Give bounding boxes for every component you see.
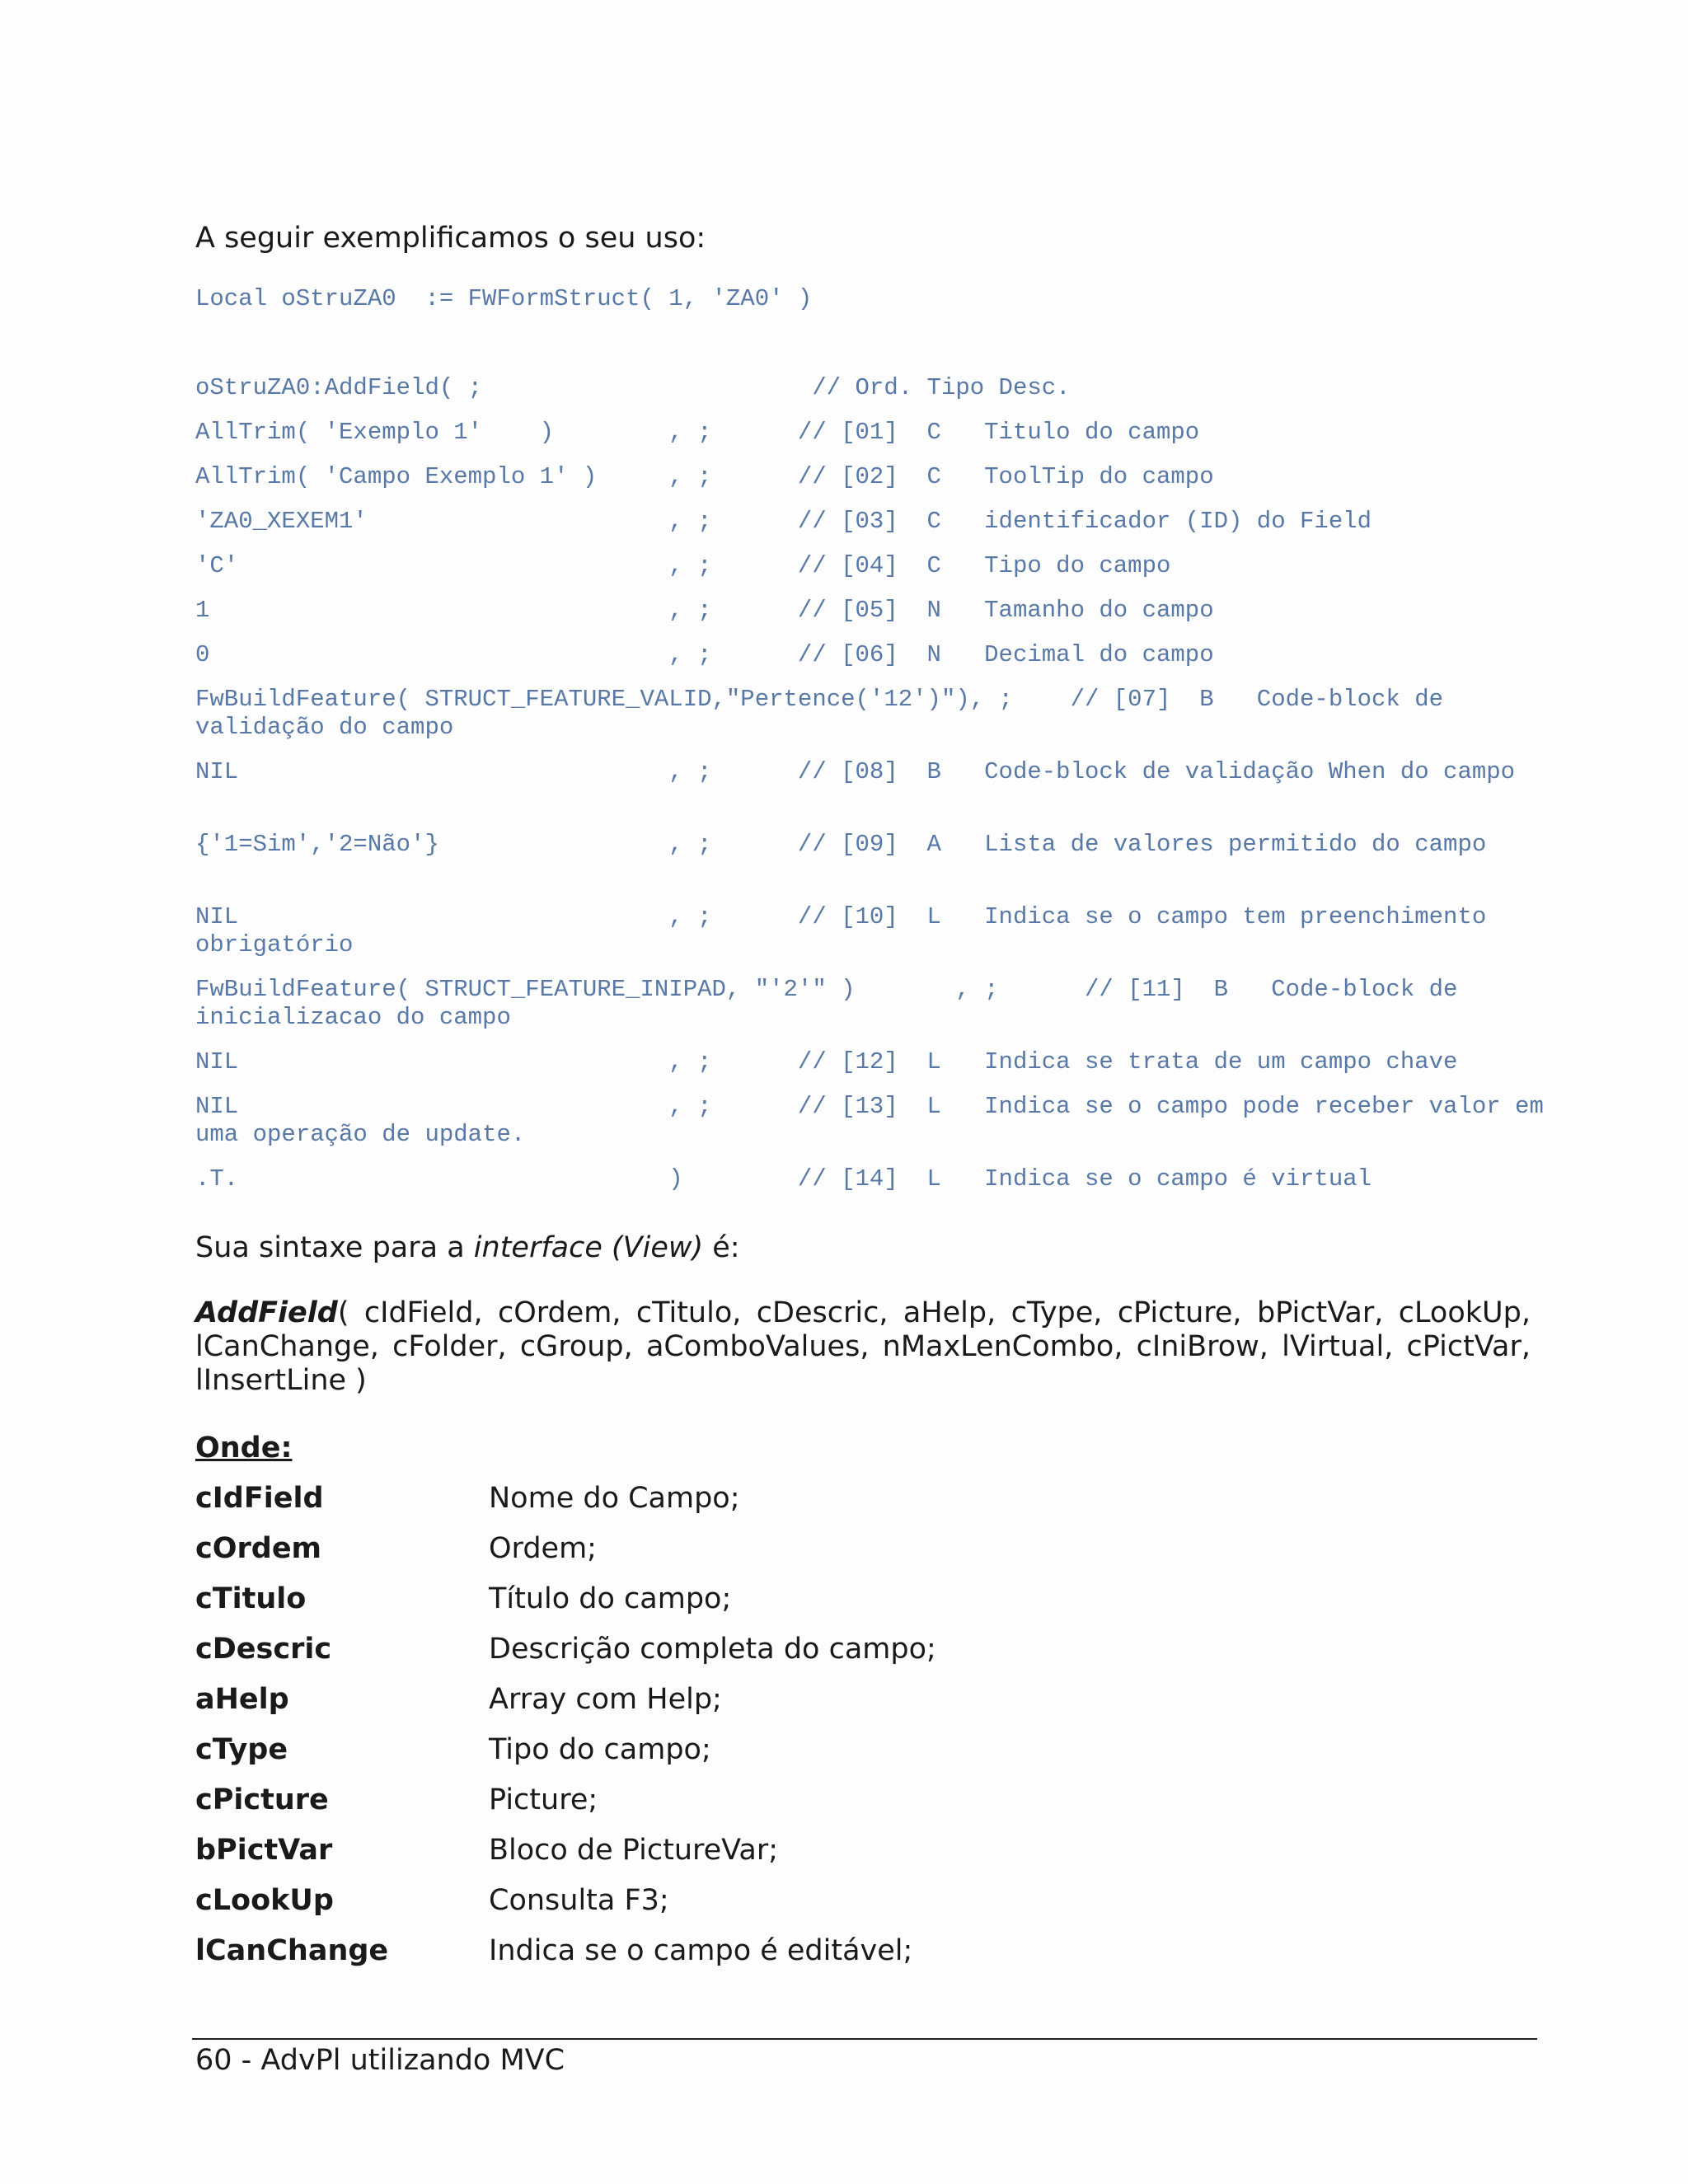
syntax-heading — [195, 1230, 740, 1266]
parameter-desc: Indica se o campo é editável; — [489, 1934, 913, 1967]
code-line: FwBuildFeature( STRUCT_FEATURE_INIPAD, "'2'" ) , ; // [11] B Code-block de inicializacao do campo — [195, 976, 1472, 1031]
code-line: NIL , ; // [12] L Indica se trata de um campo chave — [195, 1048, 1458, 1076]
parameter-name: cLookUp — [195, 1884, 334, 1917]
parameter-name: aHelp — [195, 1683, 289, 1716]
code-line: NIL , ; // [10] L Indica se o campo tem preenchimento obrigatório — [195, 903, 1501, 958]
code-line: 'ZA0_XEXEM1' , ; // [03] C identificador (ID) do Field — [195, 508, 1372, 535]
parameter-name: cDescric — [195, 1633, 332, 1666]
parameter-desc: Tipo do campo; — [489, 1733, 711, 1766]
syntax-heading-suffix: é: — [703, 1231, 740, 1264]
parameter-desc: Consulta F3; — [489, 1884, 669, 1917]
syntax-heading-prefix: Sua sintaxe para a — [195, 1231, 474, 1264]
code-line: AllTrim( 'Exemplo 1' ) , ; // [01] C Titulo do campo — [195, 419, 1200, 446]
code-line: .T. ) // [14] L Indica se o campo é virtual — [195, 1165, 1372, 1193]
parameter-row — [195, 1732, 1514, 1773]
parameter-row — [195, 1480, 1514, 1521]
parameter-row — [195, 1530, 1514, 1572]
function-name: AddField — [195, 1296, 338, 1329]
parameter-name: cOrdem — [195, 1532, 322, 1565]
parameter-desc: Ordem; — [489, 1532, 597, 1565]
code-line: 1 , ; // [05] N Tamanho do campo — [195, 597, 1214, 624]
code-line: 0 , ; // [06] N Decimal do campo — [195, 641, 1214, 668]
syntax-signature — [195, 1296, 1531, 1398]
parameter-desc: Picture; — [489, 1783, 598, 1816]
syntax-heading-italic: interface (View) — [473, 1231, 704, 1264]
parameter-desc: Bloco de PictureVar; — [489, 1834, 779, 1867]
code-line: oStruZA0:AddField( ; // Ord. Tipo Desc. — [195, 374, 1071, 401]
function-params: ( cIdField, cOrdem, cTitulo, cDescric, aHelp, cType, cPicture, bPictVar, cLookUp, lCanChange, cFolder, cGroup, aComboValues, nMaxLenCombo, cIniBrow, lVirtual, cPictVar, lInsertLine ) — [195, 1296, 1531, 1397]
parameter-row — [195, 1581, 1514, 1622]
code-line: FwBuildFeature( STRUCT_FEATURE_VALID,"Pertence('12')"), ; // [07] B Code-block de validação do campo — [195, 686, 1458, 741]
parameter-name: cType — [195, 1733, 288, 1766]
code-line: NIL , ; // [08] B Code-block de validação When do campo — [195, 758, 1516, 785]
parameter-desc: Título do campo; — [489, 1582, 732, 1615]
intro-text: A seguir exemplificamos o seu uso: — [195, 222, 706, 255]
parameter-name: cTitulo — [195, 1582, 307, 1615]
parameter-desc: Nome do Campo; — [489, 1482, 740, 1515]
parameter-name: bPictVar — [195, 1834, 333, 1867]
parameter-row — [195, 1933, 1514, 1974]
parameter-name: lCanChange — [195, 1934, 389, 1967]
code-line: AllTrim( 'Campo Exemplo 1' ) , ; // [02] C ToolTip do campo — [195, 463, 1214, 490]
code-line: NIL , ; // [13] L Indica se o campo pode receber valor em uma operação de update. — [195, 1093, 1559, 1148]
footer-divider — [192, 2038, 1537, 2040]
onde-heading: Onde: — [195, 1432, 293, 1465]
parameter-row — [195, 1631, 1514, 1672]
code-line: 'C' , ; // [04] C Tipo do campo — [195, 552, 1171, 579]
parameter-row — [195, 1782, 1514, 1823]
page-footer: 60 - AdvPl utilizando MVC — [195, 2044, 565, 2077]
parameter-name: cPicture — [195, 1783, 329, 1816]
code-line: Local oStruZA0 := FWFormStruct( 1, 'ZA0' ) — [195, 285, 813, 312]
parameter-desc: Descrição completa do campo; — [489, 1633, 936, 1666]
parameter-row — [195, 1832, 1514, 1873]
parameter-row — [195, 1882, 1514, 1924]
parameter-desc: Array com Help; — [489, 1683, 722, 1716]
parameter-row — [195, 1681, 1514, 1722]
code-line: {'1=Sim','2=Não'} , ; // [09] A Lista de valores permitido do campo — [195, 831, 1487, 858]
parameter-name: cIdField — [195, 1482, 324, 1515]
